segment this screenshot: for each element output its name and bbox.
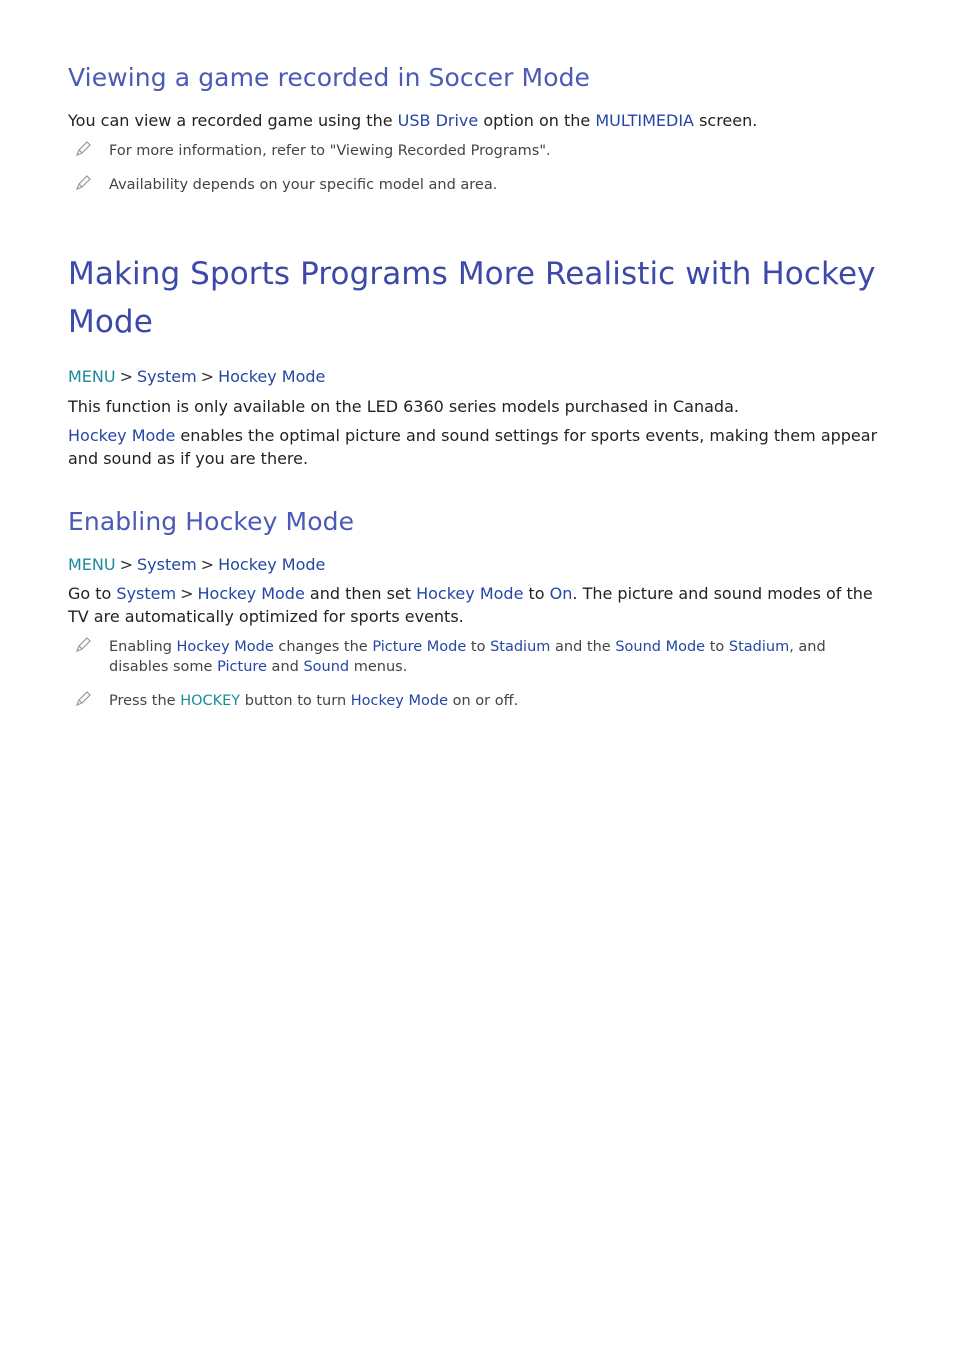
- system-keyword: System: [137, 367, 197, 386]
- hockey-mode-keyword: Hockey Mode: [197, 584, 305, 603]
- text: menus.: [349, 659, 408, 675]
- hockey-mode-keyword: Hockey Mode: [218, 555, 326, 574]
- menu-keyword: MENU: [68, 367, 116, 386]
- hockey-button-keyword: HOCKEY: [180, 693, 241, 709]
- chevron-right-icon: >: [200, 367, 215, 386]
- chevron-right-icon: >: [119, 555, 133, 574]
- text: on or off.: [448, 693, 519, 709]
- hockey-mode-keyword: Hockey Mode: [416, 584, 524, 603]
- multimedia-keyword: MULTIMEDIA: [595, 111, 694, 130]
- hockey-mode-keyword: Hockey Mode: [176, 639, 274, 655]
- stadium-keyword: Stadium: [490, 639, 551, 655]
- pencil-icon: [74, 690, 92, 708]
- chevron-right-icon: >: [180, 584, 194, 603]
- page-title-line-1: Making Sports Programs More Realistic with Hockey: [68, 256, 876, 292]
- pencil-icon: [74, 174, 92, 192]
- system-keyword: System: [116, 584, 177, 603]
- chevron-right-icon: >: [119, 367, 133, 386]
- text: to: [466, 639, 491, 655]
- hockey-mode-keyword: Hockey Mode: [218, 367, 326, 386]
- menu-keyword: MENU: [68, 555, 116, 574]
- usb-drive-keyword: USB Drive: [397, 111, 479, 130]
- section-heading-soccer-recording: Viewing a game recorded in Soccer Mode: [68, 63, 591, 92]
- text: enables the optimal picture and sound settings for sports events, making them appear and sound as if you are there.: [68, 426, 878, 468]
- text: changes the: [273, 639, 373, 655]
- availability-paragraph: This function is only available on the LED 6360 series models purchased in Canada.: [68, 397, 739, 416]
- text: Press the: [109, 693, 181, 709]
- sound-mode-keyword: Sound Mode: [615, 639, 706, 655]
- hockey-mode-description: [68, 424, 888, 470]
- picture-mode-keyword: Picture Mode: [372, 639, 467, 655]
- text: and the: [550, 639, 616, 655]
- page-title: [68, 250, 908, 346]
- chevron-right-icon: >: [200, 555, 215, 574]
- text: and then set: [304, 584, 417, 603]
- text: button to turn: [240, 693, 351, 709]
- text: . The picture and sound modes of the TV are automatically optimized for sports events.: [68, 584, 873, 626]
- text: Enabling: [109, 639, 177, 655]
- picture-keyword: Picture: [217, 659, 267, 675]
- on-keyword: On: [549, 584, 573, 603]
- pencil-icon: [74, 636, 92, 654]
- system-keyword: System: [137, 555, 197, 574]
- sound-keyword: Sound: [303, 659, 350, 675]
- text: option on the: [478, 111, 596, 130]
- note-availability: Availability depends on your specific model and area.: [109, 177, 498, 193]
- soccer-recording-paragraph: [68, 109, 888, 132]
- menu-path: [68, 553, 325, 576]
- text: screen.: [693, 111, 758, 130]
- enabling-instructions: [68, 582, 888, 628]
- pencil-icon: [74, 140, 92, 158]
- page-title-line-2: Mode: [68, 304, 153, 340]
- text: to: [523, 584, 550, 603]
- text: , and disables some: [109, 639, 826, 675]
- stadium-keyword: Stadium: [728, 639, 790, 655]
- note-picture-sound-changes: [109, 637, 849, 677]
- text: Go to: [68, 584, 117, 603]
- text: You can view a recorded game using the: [68, 111, 398, 130]
- note-hockey-button: [109, 691, 849, 711]
- text: to: [705, 639, 729, 655]
- menu-path: [68, 365, 325, 388]
- section-heading-enabling-hockey: Enabling Hockey Mode: [68, 507, 355, 536]
- note-more-information: For more information, refer to "Viewing Recorded Programs".: [109, 143, 551, 159]
- hockey-mode-keyword: Hockey Mode: [68, 426, 176, 445]
- hockey-mode-keyword: Hockey Mode: [350, 693, 448, 709]
- text: and: [266, 659, 304, 675]
